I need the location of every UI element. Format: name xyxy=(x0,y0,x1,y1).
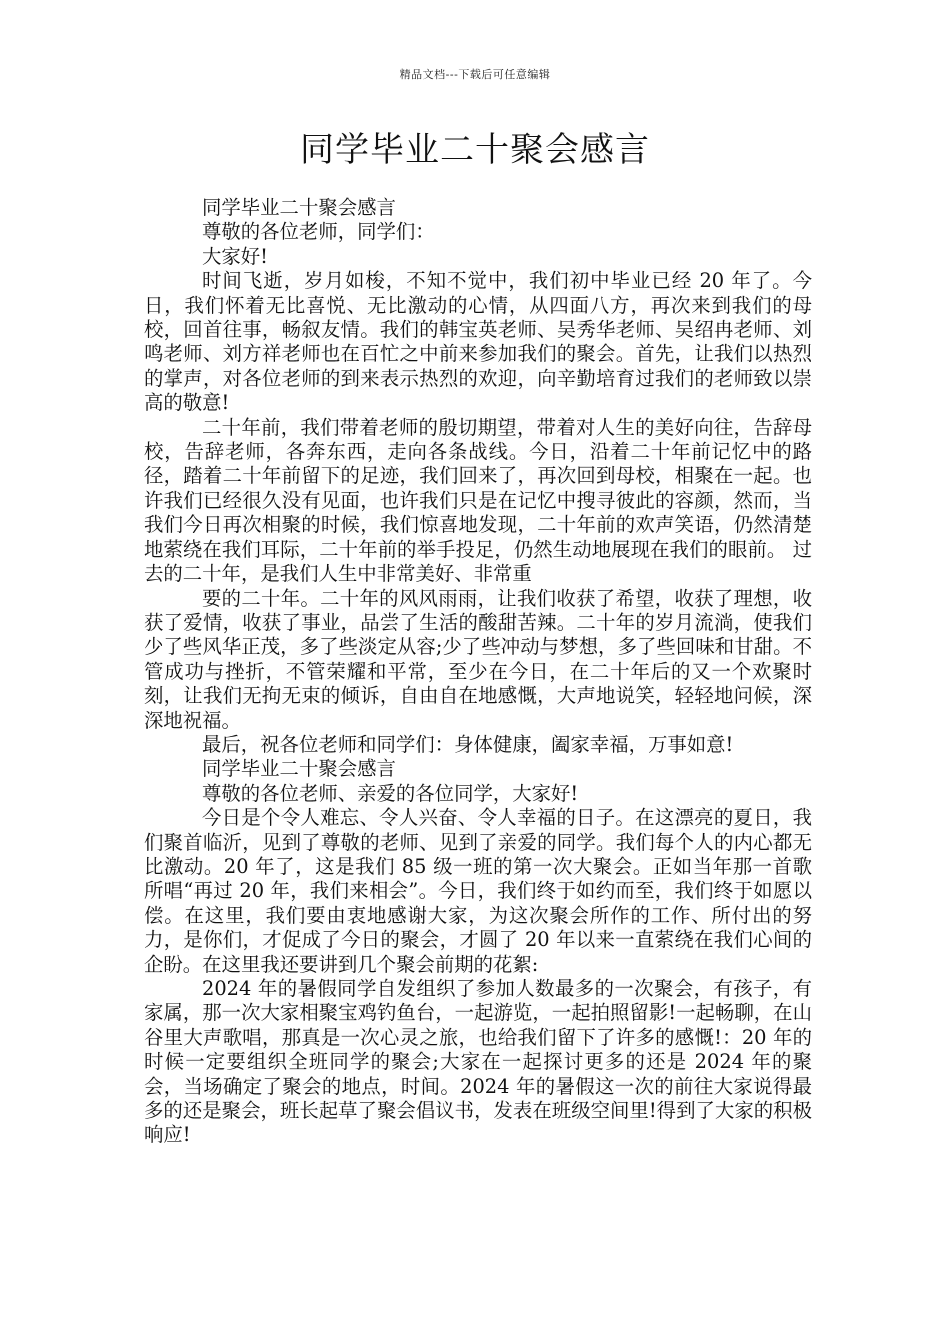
paragraph-subtitle-2: 同学毕业二十聚会感言 xyxy=(202,757,396,781)
page-title: 同学毕业二十聚会感言 xyxy=(300,130,650,170)
paragraph-body-4: 今日是个令人难忘、令人兴奋、令人幸福的日子。在这漂亮的夏日，我们聚首临沂，见到了尊敬的老师、见到了亲爱的同学。我们每个人的内心都无比激动。20 年了，这是我们 85 级一班的第一次大聚会。正如当年那一首歌所唱“再过 20 年，我们来相会”。今日，我们终于如约而至，我们终于如愿以偿。在这里，我们要由衷地感谢大家，为这次聚会所作的工作、所付出的努力，是你们，才促成了今日的聚会，才圆了 20 年以来一直萦绕在我们心间的企盼。在这里我还要讲到几个聚会前期的花絮: xyxy=(144,806,812,976)
paragraph-salutation-2: 尊敬的各位老师、亲爱的各位同学，大家好! xyxy=(202,781,579,805)
paragraph-subtitle-1: 同学毕业二十聚会感言 xyxy=(202,196,396,219)
header-note: 精品文档---下载后可任意编辑 xyxy=(399,68,551,81)
paragraph-salutation-1: 尊敬的各位老师，同学们： xyxy=(202,220,435,244)
paragraph-body-3: 要的二十年。二十年的风风雨雨，让我们收获了希望，收获了理想，收获了爱情，收获了事业，品尝了生活的酸甜苦辣。二十年的岁月流淌，使我们少了些风华正茂，多了些淡定从容;少了些冲动与梦想，多了些回味和甘甜。不管成功与挫折，不管荣耀和平常，至少在今日，在二十年后的又一个欢聚时刻，让我们无拘无束的倾诉，自由自在地感慨，大声地说笑，轻轻地问候，深深地祝福。 xyxy=(144,586,812,732)
paragraph-closing-1: 最后，祝各位老师和同学们：身体健康，阖家幸福，万事如意! xyxy=(202,732,734,756)
paragraph-body-5: 2024 年的暑假同学自发组织了参加人数最多的一次聚会，有孩子，有家属，那一次大家相聚宝鸡钓鱼台，一起游览，一起拍照留影!一起畅聊，在山谷里大声歌唱，那真是一次心灵之旅，也给我们留下了许多的感慨!：20 年的时候一定要组织全班同学的聚会;大家在一起探讨更多的还是 2024 年的聚会，当场确定了聚会的地点，时间。2024 年的暑假这一次的前往大家说得最多的还是聚会，班长起草了聚会倡议书，发表在班级空间里!得到了大家的积极响应! xyxy=(144,977,812,1147)
document-body xyxy=(144,196,812,1148)
paragraph-body-2: 二十年前，我们带着老师的殷切期望，带着对人生的美好向往，告辞母校，告辞老师，各奔东西，走向各条战线。今日，沿着二十年前记忆中的路径，踏着二十年前留下的足迹，我们回来了，再次回到母校，相聚在一起。也许我们已经很久没有见面，也许我们只是在记忆中搜寻彼此的容颜，然而，当我们今日再次相聚的时候，我们惊喜地发现，二十年前的欢声笑语，仍然清楚地萦绕在我们耳际，二十年前的举手投足，仍然生动地展现在我们的眼前。 过去的二十年，是我们人生中非常美好、非常重 xyxy=(144,415,812,586)
paragraph-greeting-1: 大家好! xyxy=(202,244,268,268)
paragraph-body-1: 时间飞逝，岁月如梭，不知不觉中，我们初中毕业已经 20 年了。今日，我们怀着无比喜悦、无比激动的心情，从四面八方，再次来到我们的母校，回首往事，畅叙友情。我们的韩宝英老师、吴秀华老师、吴绍冉老师、刘鸣老师、刘方祥老师也在百忙之中前来参加我们的聚会。首先，让我们以热烈的掌声，对各位老师的到来表示热烈的欢迎，向辛勤培育过我们的老师致以崇高的敬意! xyxy=(144,269,812,415)
